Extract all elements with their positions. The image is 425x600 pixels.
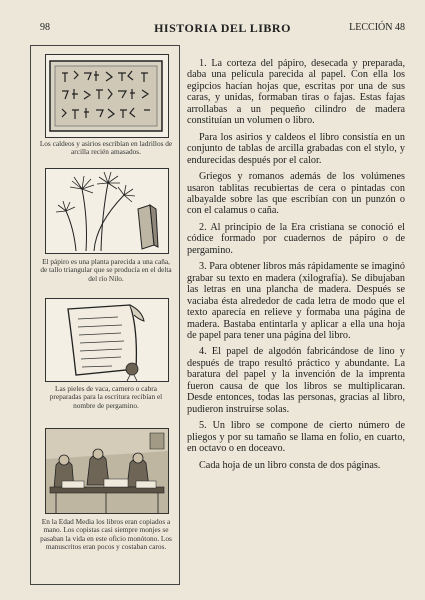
page-header [40,22,405,40]
paragraph-text: Griegos y romanos además de los volúmenes usaron tablitas recubiertas de cera o pintadas con albayalde sobre las que escribían con un punzón o con el calamus o caña. [187,171,405,217]
clay-tablet-illustration [45,54,169,138]
paragraph-text: Un libro se compone de cierto número de pliegos y por su tamaño se llama en folio, en cuarto, en octavo o en doceavo. [187,420,406,455]
page-number: 98 [40,22,50,33]
papyrus-plant-illustration [45,168,169,254]
caption-monks: En la Edad Media los libros eran copiados a mano. Los copistas casi siempre monjes se pasaban la vida en este oficio monótono. Los manuscritos eran pocos y costaban caros. [40,517,172,552]
paragraph-4 [187,346,405,415]
illustration-column [30,45,180,585]
paragraph-text: Al principio de la Era cristiana se conoció el códice formado por cuadernos de pápiro o de pergamino. [187,221,405,256]
paragraph-number: 2. [199,221,207,233]
paragraph-number: 4. [199,346,207,358]
page-title: HISTORIA DEL LIBRO [154,21,291,35]
paragraph-text: Para obtener libros más rápidamente se imaginó grabar su texto en madera (xilografía). Se dibujaban las letras en una plancha de madera. Después se vaciaba ésta alrededor de cada letra de modo que el texto aparecía en relieve y formaba una página de madera. Bastaba entintarla y aplicar a ella una hoja de papel para tener una página del libro. [187,261,405,341]
paragraph-greeks [187,171,405,217]
monks-copying-illustration [45,428,169,514]
parchment-illustration [45,298,169,382]
lesson-text [187,58,405,476]
paragraph-number: 5. [199,420,207,432]
caption-papyrus: El pápiro es una planta parecida a una caña, de tallo triangular que se producía en el delta del río Nilo. [40,257,172,283]
paragraph-text: El papel de algodón fabricándose de lino y después de trapo resultó práctico y abundante. La baratura del papel y la invención de la imprenta fueron causa de que los libros se multiplicaran. Desde entonces, todas las personas, gracias al libro, pudieron instruirse solas. [187,346,405,415]
paragraph-2 [187,222,405,256]
paragraph-number: 3. [199,261,207,273]
caption-parchment: Las pieles de vaca, carnero o cabra preparadas para la escritura recibían el nombre de pergamino. [49,384,163,410]
paragraph-5 [187,420,405,454]
paragraph-number: 1. [199,58,207,69]
paragraph-text: Para los asirios y caldeos el libro consistía en un conjunto de tablas de arcilla grabadas con el stylo, y endurecidas después por el calor. [187,131,405,166]
lesson-number: LECCIÓN 48 [349,22,405,33]
caption-clay-tablets: Los caldeos y asirios escribían en ladrillos de arcilla recién amasados. [39,139,173,157]
paragraph-text: Cada hoja de un libro consta de dos páginas. [199,459,381,471]
paragraph-1 [187,58,405,127]
paragraph-assyrians [187,132,405,166]
paragraph-text: La corteza del pápiro, desecada y preparada, daba una película parecida al papel. Con ella los egipcios hacían hojas que, escritas por una de sus caras, y unidas, formaban tiras o fajas. Estas fajas arrollabas a un pequeño cilindro de madera constituían un volumen o libro. [187,58,405,127]
paragraph-3 [187,261,405,341]
paragraph-pages [187,460,405,471]
